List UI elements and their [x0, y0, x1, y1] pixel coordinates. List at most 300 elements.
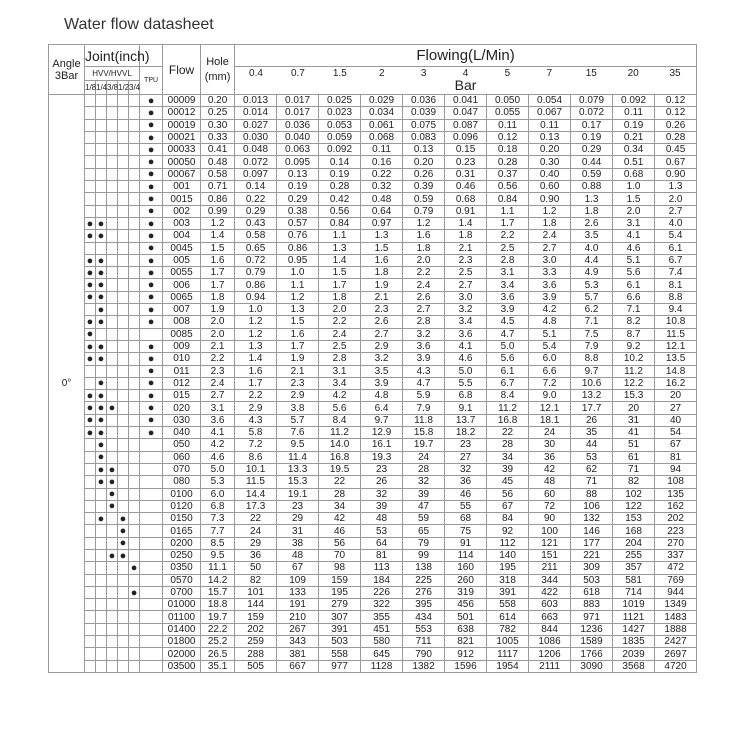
flow-value: 9.2: [613, 340, 655, 352]
flow-value: 160: [445, 562, 487, 574]
flow-value: 12.1: [655, 340, 697, 352]
flow-value: 7.9: [571, 340, 613, 352]
hole-size: 7.3: [201, 513, 235, 525]
flow-value: 100: [529, 525, 571, 537]
hole-label: Hole: [206, 55, 229, 68]
flow-value: 0.097: [235, 168, 277, 180]
tpu-marker: ●: [140, 107, 163, 119]
flow-value: 0.050: [487, 95, 529, 107]
flow-value: 32: [403, 476, 445, 488]
flow-value: 0.48: [361, 193, 403, 205]
joint-marker: [129, 304, 140, 316]
flow-value: 319: [445, 586, 487, 598]
flow-value: 0.14: [319, 156, 361, 168]
hole-size: 0.20: [201, 95, 235, 107]
joint-marker: [129, 291, 140, 303]
flow-value: 0.29: [235, 205, 277, 217]
joint-marker: [118, 168, 129, 180]
flow-value: 434: [403, 611, 445, 623]
table-row: [49, 463, 697, 475]
flow-value: 0.59: [571, 168, 613, 180]
flow-value: 288: [235, 648, 277, 660]
flow-value: 62: [571, 463, 613, 475]
flow-value: 3.0: [445, 291, 487, 303]
flow-value: 2.4: [403, 279, 445, 291]
flow-value: 1.9: [361, 279, 403, 291]
table-row: [49, 648, 697, 660]
flow-value: 5.8: [235, 427, 277, 439]
flow-value: 0.91: [445, 205, 487, 217]
hole-size: 0.25: [201, 107, 235, 119]
flow-value: 883: [571, 599, 613, 611]
joint-marker: [129, 144, 140, 156]
joint-marker: [118, 304, 129, 316]
joint-marker: [85, 451, 96, 463]
flow-value: 2.8: [403, 316, 445, 328]
flow-value: 580: [361, 636, 403, 648]
joint-marker: [85, 537, 96, 549]
joint-marker: [107, 291, 118, 303]
flow-value: 16.8: [487, 414, 529, 426]
flow-value: 0.034: [361, 107, 403, 119]
flow-value: 0.036: [277, 119, 319, 131]
flow-value: 2111: [529, 660, 571, 672]
joint-marker: [107, 660, 118, 672]
flow-code: 00021: [163, 131, 201, 143]
flow-value: 16.2: [655, 377, 697, 389]
flow-value: 20: [655, 390, 697, 402]
flow-code: 004: [163, 230, 201, 242]
flow-value: 1.2: [277, 291, 319, 303]
flow-value: 0.16: [361, 156, 403, 168]
flow-value: 0.38: [277, 205, 319, 217]
flow-value: 1.5: [361, 242, 403, 254]
flow-value: 0.32: [361, 181, 403, 193]
flow-value: 0.86: [277, 242, 319, 254]
flow-value: 2.6: [571, 217, 613, 229]
flow-value: 309: [571, 562, 613, 574]
flow-value: 1.6: [361, 254, 403, 266]
joint-marker: [129, 537, 140, 549]
flow-value: 23: [445, 439, 487, 451]
hole-size: 2.3: [201, 365, 235, 377]
flow-value: 151: [529, 549, 571, 561]
hole-size: 5.3: [201, 476, 235, 488]
flow-value: 0.072: [235, 156, 277, 168]
flow-value: 2039: [613, 648, 655, 660]
joint-marker: [107, 390, 118, 402]
joint-marker: ●: [96, 451, 107, 463]
flow-code: 011: [163, 365, 201, 377]
joint-marker: [129, 242, 140, 254]
joint-marker: ●: [107, 402, 118, 414]
flow-value: 204: [613, 537, 655, 549]
flow-code: 01100: [163, 611, 201, 623]
flow-value: 6.7: [655, 254, 697, 266]
tpu-marker: [140, 500, 163, 512]
flow-value: 8.4: [487, 390, 529, 402]
flow-value: 977: [319, 660, 361, 672]
flow-value: 5.1: [613, 254, 655, 266]
flow-value: 1.2: [235, 316, 277, 328]
flow-value: 318: [487, 574, 529, 586]
flow-value: 2.7: [655, 205, 697, 217]
flow-value: 2.3: [361, 304, 403, 316]
joint-marker: [107, 353, 118, 365]
flow-value: 0.56: [319, 205, 361, 217]
joint-marker: [85, 131, 96, 143]
angle-label: Angle: [52, 57, 81, 70]
joint-marker: [107, 525, 118, 537]
flow-value: 10.8: [655, 316, 697, 328]
table-row: [49, 414, 697, 426]
hole-size: 1.9: [201, 304, 235, 316]
flow-value: 35: [571, 427, 613, 439]
joint-marker: [85, 476, 96, 488]
flow-value: 11.2: [613, 365, 655, 377]
flow-value: 1.2: [529, 205, 571, 217]
flow-value: 14.4: [235, 488, 277, 500]
flow-value: 31: [613, 414, 655, 426]
flow-value: 9.4: [655, 304, 697, 316]
flow-value: 84: [487, 513, 529, 525]
flow-value: 1.5: [277, 316, 319, 328]
flow-value: 44: [571, 439, 613, 451]
joint-marker: ●: [85, 254, 96, 266]
page-title: Water flow datasheet: [64, 16, 214, 33]
tpu-header: TPU: [140, 67, 163, 95]
flow-value: 6.7: [487, 377, 529, 389]
hole-size: 0.86: [201, 193, 235, 205]
joint-marker: [107, 217, 118, 229]
flow-value: 4.2: [319, 390, 361, 402]
joint-marker: [129, 217, 140, 229]
flow-value: 61: [613, 451, 655, 463]
flow-code: 03500: [163, 660, 201, 672]
tpu-marker: ●: [140, 254, 163, 266]
flow-value: 10.2: [613, 353, 655, 365]
flow-value: 15.8: [403, 427, 445, 439]
joint-marker: [129, 414, 140, 426]
flow-value: 5.6: [319, 402, 361, 414]
tpu-marker: ●: [140, 230, 163, 242]
joint-size-header: 3/4: [129, 81, 140, 95]
flow-value: 3.6: [529, 279, 571, 291]
flow-value: 0.027: [235, 119, 277, 131]
flow-value: 1206: [529, 648, 571, 660]
flow-value: 11.4: [277, 451, 319, 463]
table-row: [49, 181, 697, 193]
flow-value: 790: [403, 648, 445, 660]
joint-marker: [85, 599, 96, 611]
flowing-header: Flowing(L/Min): [235, 45, 697, 67]
flow-value: 22: [319, 476, 361, 488]
flow-value: 39: [487, 463, 529, 475]
flow-value: 6.6: [613, 291, 655, 303]
flow-value: 0.19: [613, 119, 655, 131]
tpu-marker: ●: [140, 279, 163, 291]
hole-size: 18.8: [201, 599, 235, 611]
joint-marker: [107, 623, 118, 635]
flow-value: 3.6: [445, 328, 487, 340]
flow-value: 912: [445, 648, 487, 660]
flow-value: 11.8: [403, 414, 445, 426]
joint-marker: [107, 316, 118, 328]
hole-size: 22.2: [201, 623, 235, 635]
flow-value: 1.0: [277, 267, 319, 279]
joint-marker: [107, 636, 118, 648]
joint-marker: [107, 562, 118, 574]
tpu-marker: ●: [140, 353, 163, 365]
joint-marker: [96, 660, 107, 672]
joint-marker: ●: [107, 476, 118, 488]
tpu-marker: ●: [140, 377, 163, 389]
flow-code: 007: [163, 304, 201, 316]
flow-code: 0015: [163, 193, 201, 205]
flow-value: 79: [403, 537, 445, 549]
flow-value: 1121: [613, 611, 655, 623]
hole-size: 2.2: [201, 353, 235, 365]
joint-marker: [129, 599, 140, 611]
joint-marker: [85, 144, 96, 156]
flow-value: 5.7: [571, 291, 613, 303]
flow-value: 3.2: [361, 353, 403, 365]
flow-value: 4.1: [445, 340, 487, 352]
flow-value: 456: [445, 599, 487, 611]
flow-value: 8.1: [655, 279, 697, 291]
flow-value: 67: [655, 439, 697, 451]
joint-marker: [96, 242, 107, 254]
flow-value: 558: [487, 599, 529, 611]
flow-value: 1086: [529, 636, 571, 648]
flow-value: 68: [445, 513, 487, 525]
flow-value: 7.2: [529, 377, 571, 389]
flow-value: 0.20: [403, 156, 445, 168]
hole-size: 1.7: [201, 279, 235, 291]
flow-value: 1.7: [235, 377, 277, 389]
flow-value: 5.1: [529, 328, 571, 340]
flow-value: 4.1: [613, 230, 655, 242]
flow-value: 211: [529, 562, 571, 574]
flow-value: 0.22: [235, 193, 277, 205]
flow-value: 0.68: [613, 168, 655, 180]
flow-value: 267: [277, 623, 319, 635]
flow-value: 0.84: [487, 193, 529, 205]
joint-marker: [118, 648, 129, 660]
flow-value: 135: [655, 488, 697, 500]
table-row: [49, 549, 697, 561]
flow-value: 1.8: [319, 291, 361, 303]
flow-value: 0.26: [655, 119, 697, 131]
flow-value: 0.047: [445, 107, 487, 119]
flow-value: 944: [655, 586, 697, 598]
flow-value: 2.0: [655, 193, 697, 205]
flow-value: 34: [487, 451, 529, 463]
flow-value: 0.29: [277, 193, 319, 205]
flow-value: 56: [319, 537, 361, 549]
joint-marker: [118, 119, 129, 131]
flow-value: 0.68: [445, 193, 487, 205]
joint-marker: ●: [85, 390, 96, 402]
flow-value: 0.59: [403, 193, 445, 205]
flow-value: 81: [655, 451, 697, 463]
joint-marker: [118, 230, 129, 242]
flow-code: 0100: [163, 488, 201, 500]
flow-value: 2.9: [277, 390, 319, 402]
flow-value: 29: [277, 513, 319, 525]
flow-value: 2.1: [277, 365, 319, 377]
flow-value: 7.4: [655, 267, 697, 279]
flow-value: 0.14: [235, 181, 277, 193]
joint-marker: [107, 611, 118, 623]
tpu-marker: [140, 328, 163, 340]
flow-value: 98: [319, 562, 361, 574]
flow-value: 101: [235, 586, 277, 598]
flow-value: 0.67: [655, 156, 697, 168]
joint-marker: [107, 427, 118, 439]
flow-value: 9.7: [361, 414, 403, 426]
flow-value: 6.1: [655, 242, 697, 254]
flow-value: 0.79: [403, 205, 445, 217]
joint-marker: [85, 648, 96, 660]
flow-value: 0.43: [235, 217, 277, 229]
table-row: [49, 574, 697, 586]
joint-marker: ●: [118, 537, 129, 549]
joint-marker: [118, 365, 129, 377]
flow-value: 1.3: [571, 193, 613, 205]
flow-code: 0200: [163, 537, 201, 549]
flow-value: 1.0: [235, 304, 277, 316]
flow-value: 162: [655, 500, 697, 512]
joint-marker: ●: [96, 427, 107, 439]
tpu-marker: ●: [140, 193, 163, 205]
joint-size-header: 1/2: [118, 81, 129, 95]
joint-marker: [129, 95, 140, 107]
joint-marker: [85, 525, 96, 537]
hole-size: 25.2: [201, 636, 235, 648]
flow-value: 1.8: [403, 242, 445, 254]
joint-marker: [96, 648, 107, 660]
joint-marker: [96, 193, 107, 205]
flow-value: 2.4: [529, 230, 571, 242]
flow-value: 1.7: [319, 279, 361, 291]
flow-value: 2.6: [361, 316, 403, 328]
flow-code: 01800: [163, 636, 201, 648]
pressure-value: 15: [585, 68, 597, 79]
flow-code: 00050: [163, 156, 201, 168]
table-row: [49, 537, 697, 549]
flow-value: 6.2: [571, 304, 613, 316]
joint-size-header: 1/8: [85, 81, 96, 95]
joint-marker: [129, 660, 140, 672]
flow-value: 0.28: [655, 131, 697, 143]
flow-value: 0.20: [529, 144, 571, 156]
flow-value: 3.9: [487, 304, 529, 316]
table-row: [49, 267, 697, 279]
table-row: [49, 488, 697, 500]
joint-header: Joint(inch): [85, 45, 140, 67]
joint-marker: [96, 537, 107, 549]
flow-value: 0.88: [571, 181, 613, 193]
joint-size-header: 1/4: [96, 81, 107, 95]
joint-marker: ●: [118, 549, 129, 561]
flow-value: 0.017: [277, 107, 319, 119]
flow-value: 0.029: [361, 95, 403, 107]
angle-header: [49, 45, 85, 95]
joint-marker: [85, 95, 96, 107]
flow-value: 0.11: [613, 107, 655, 119]
flow-value: 0.21: [613, 131, 655, 143]
joint-marker: ●: [107, 488, 118, 500]
flow-value: 0.075: [403, 119, 445, 131]
flow-value: 114: [445, 549, 487, 561]
flow-value: 15.3: [613, 390, 655, 402]
flow-value: 122: [613, 500, 655, 512]
flow-value: 0.34: [613, 144, 655, 156]
joint-marker: [118, 95, 129, 107]
flow-code: 005: [163, 254, 201, 266]
flow-value: 0.56: [487, 181, 529, 193]
flow-code: 050: [163, 439, 201, 451]
joint-marker: [118, 193, 129, 205]
flow-value: 39: [361, 500, 403, 512]
flow-value: 1005: [487, 636, 529, 648]
joint-marker: [118, 451, 129, 463]
joint-marker: [107, 119, 118, 131]
tpu-marker: ●: [140, 414, 163, 426]
flow-value: 19.7: [403, 439, 445, 451]
joint-marker: [118, 328, 129, 340]
flow-value: 260: [445, 574, 487, 586]
joint-marker: ●: [96, 316, 107, 328]
joint-marker: [129, 156, 140, 168]
flow-value: 307: [319, 611, 361, 623]
flow-value: 3.2: [445, 304, 487, 316]
flow-value: 3.4: [319, 377, 361, 389]
flow-value: 503: [319, 636, 361, 648]
joint-marker: [107, 205, 118, 217]
table-row: [49, 513, 697, 525]
joint-marker: [129, 353, 140, 365]
flow-value: 1954: [487, 660, 529, 672]
flow-value: 22: [235, 513, 277, 525]
flow-value: 90: [529, 513, 571, 525]
joint-marker: [118, 390, 129, 402]
flow-value: 106: [571, 500, 613, 512]
flow-value: 1.1: [487, 205, 529, 217]
flow-value: 1.3: [319, 242, 361, 254]
hole-size: 19.7: [201, 611, 235, 623]
flow-value: 2.9: [361, 340, 403, 352]
joint-marker: [85, 119, 96, 131]
flow-value: 3.8: [277, 402, 319, 414]
flow-code: 00019: [163, 119, 201, 131]
flow-value: 0.19: [571, 131, 613, 143]
joint-marker: [129, 328, 140, 340]
flow-value: 1.4: [235, 353, 277, 365]
flow-value: 27: [445, 451, 487, 463]
flow-value: 13.3: [277, 463, 319, 475]
flow-value: 1835: [613, 636, 655, 648]
flow-value: 47: [403, 500, 445, 512]
flow-value: 1427: [613, 623, 655, 635]
pressure-value: 35: [669, 68, 681, 79]
flow-value: 7.1: [613, 304, 655, 316]
tpu-marker: ●: [140, 402, 163, 414]
flow-value: 1.3: [235, 340, 277, 352]
flow-value: 3.0: [529, 254, 571, 266]
joint-marker: ●: [129, 562, 140, 574]
